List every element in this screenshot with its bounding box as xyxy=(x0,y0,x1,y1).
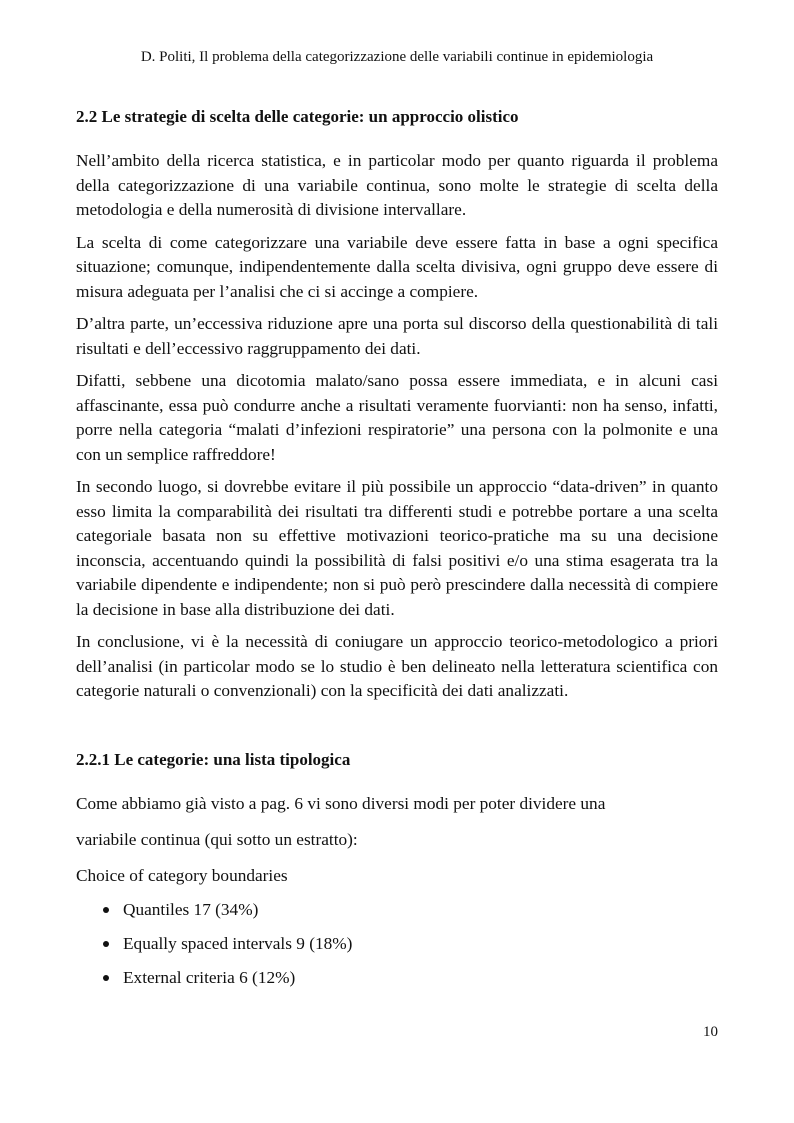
paragraph-3: D’altra parte, un’eccessiva riduzione apre una porta sul discorso della questionabilità di tali risultati e dell’eccessivo raggruppamento dei dati. xyxy=(76,314,718,358)
list-item xyxy=(76,898,718,922)
paragraph-5: In secondo luogo, si dovrebbe evitare il più possibile un approccio “data-driven” in quanto esso limita la comparabilità dei risultati tra differenti studi e potrebbe portare a una scelta categoriale basata non su effettive motivazioni teorico-pratiche ma su una decisione inconscia, accentuando quindi la possibilità di falsi positivi e/o una stima esagerata tra la variabile dipendente e indipendente; non si può però prescindere dalla necessità di compiere la decisione in base alla distribuzione dei dati. xyxy=(76,477,718,619)
bullet-icon xyxy=(103,941,109,947)
bullet-icon xyxy=(103,975,109,981)
section-title-2-2-1: 2.2.1 Le categorie: una lista tipologica xyxy=(76,749,351,769)
list-item-text: Quantiles 17 (34%) xyxy=(123,899,259,919)
list-item-text: Equally spaced intervals 9 (18%) xyxy=(123,933,353,953)
list-item xyxy=(76,966,718,990)
running-head: D. Politi, Il problema della categorizzazione delle variabili continue in epidemiologia xyxy=(140,49,654,65)
section-title-2-2: 2.2 Le strategie di scelta delle categorie: un approccio olistico xyxy=(76,107,519,126)
bullet-icon xyxy=(103,907,109,913)
list-heading: Choice of category boundaries xyxy=(76,865,288,885)
page-body xyxy=(76,105,718,1000)
paragraph-2: La scelta di come categorizzare una variabile deve essere fatta in base a ogni specifica situazione; comunque, indipendentemente dalla scelta divisiva, ogni gruppo deve essere di misura adeguata per l’analisi che ci si accinge a compiere. xyxy=(76,232,718,301)
list-item-text: External criteria 6 (12%) xyxy=(123,967,296,987)
category-boundaries-list xyxy=(76,898,718,990)
intro-line-2: variabile continua (qui sotto un estratto): xyxy=(76,829,358,849)
paragraph-1: Nell’ambito della ricerca statistica, e in particolar modo per quanto riguarda il problema della categorizzazione di una variabile continua, sono molte le strategie di scelta della metodologia e della numerosità di divisione intervallare. xyxy=(76,151,718,219)
paragraph-6: In conclusione, vi è la necessità di coniugare un approccio teorico-metodologico a priori dell’analisi (in particolar modo se lo studio è ben delineato nella letteratura scientifica con categorie naturali o convenzionali) con la specificità dei dati analizzati. xyxy=(76,632,718,700)
page-number: 10 xyxy=(703,1024,718,1040)
intro-line-1: Come abbiamo già visto a pag. 6 vi sono diversi modi per poter dividere una xyxy=(76,793,606,813)
paragraph-4: Difatti, sebbene una dicotomia malato/sano possa essere immediata, e in alcuni casi affascinante, essa può condurre anche a risultati veramente fuorvianti: non ha senso, infatti, porre nella categoria “malati d’infezioni respiratorie” una persona con la polmonite e una con un semplice raffreddore! xyxy=(76,371,718,464)
list-item xyxy=(76,932,718,956)
